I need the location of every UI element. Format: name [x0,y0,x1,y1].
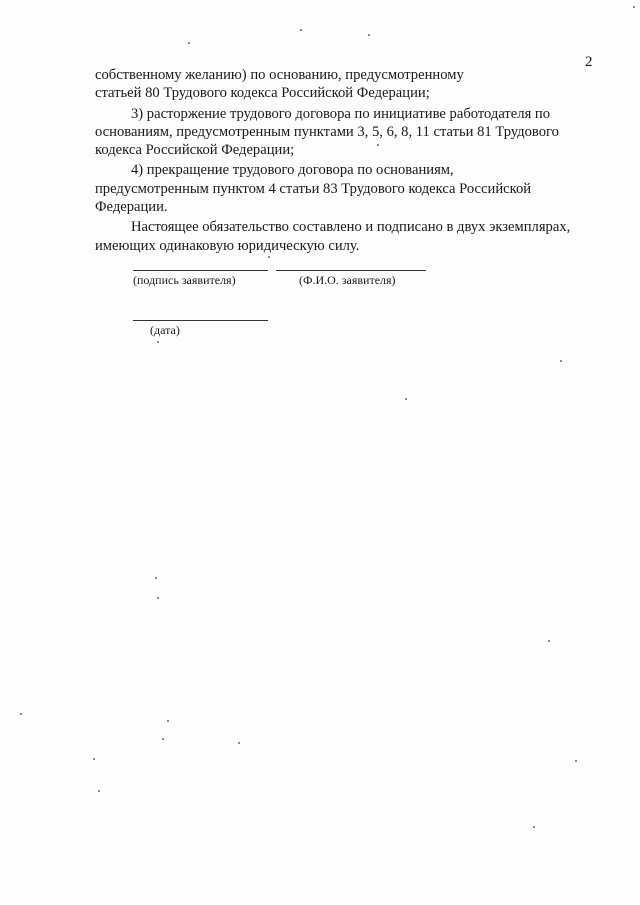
scan-speck [157,597,159,599]
date-line [133,320,268,321]
text-line: 4) прекращение трудового договора по основаниям, [131,162,454,179]
text-line: Федерации. [95,199,168,216]
scan-speck [533,826,535,828]
text-line: предусмотренным пунктом 4 статьи 83 Трудового кодекса Российской [95,180,532,197]
scan-speck [548,640,550,642]
scan-speck [238,742,240,744]
text-line: статьей 80 Трудового кодекса Российской Федерации; [95,85,430,102]
signature-caption: (подпись заявителя) [133,273,236,287]
scan-speck [560,360,562,362]
text-line: кодекса Российской Федерации; [95,142,295,159]
scan-speck [633,6,635,8]
page-number: 2 [585,54,593,70]
scan-speck [368,34,370,36]
scan-speck [93,758,95,760]
scan-speck [167,720,169,722]
text-line: имеющих одинаковую юридическую силу. [95,237,360,254]
scan-speck [20,713,22,715]
paragraph-item-3 [95,105,597,160]
name-caption: (Ф.И.О. заявителя) [299,273,396,287]
name-line [276,270,426,271]
paragraph-closing [95,218,597,255]
scan-speck [98,790,100,792]
scan-speck [155,577,157,579]
paragraph-item-4 [95,161,597,216]
scan-speck [268,256,270,258]
date-caption: (дата) [150,323,180,337]
signature-line [133,270,268,271]
text-line: собственному желанию) по основанию, предусмотренному [95,67,464,83]
text-line: 3) расторжение трудового договора по инициативе работодателя по [131,105,551,122]
scan-speck [575,760,577,762]
scan-speck [188,42,190,44]
scan-speck [405,398,407,400]
text-line: основаниям, предусмотренным пунктами 3, 5, 6, 8, 11 статьи 81 Трудового [95,123,559,140]
text-line: Настоящее обязательство составлено и подписано в двух экземплярах, [131,219,571,236]
scan-speck [300,29,302,31]
scan-speck [377,144,379,146]
scan-speck [157,341,159,343]
scan-speck [162,738,164,740]
paragraph-continuation [95,66,597,103]
document-body [95,66,597,255]
